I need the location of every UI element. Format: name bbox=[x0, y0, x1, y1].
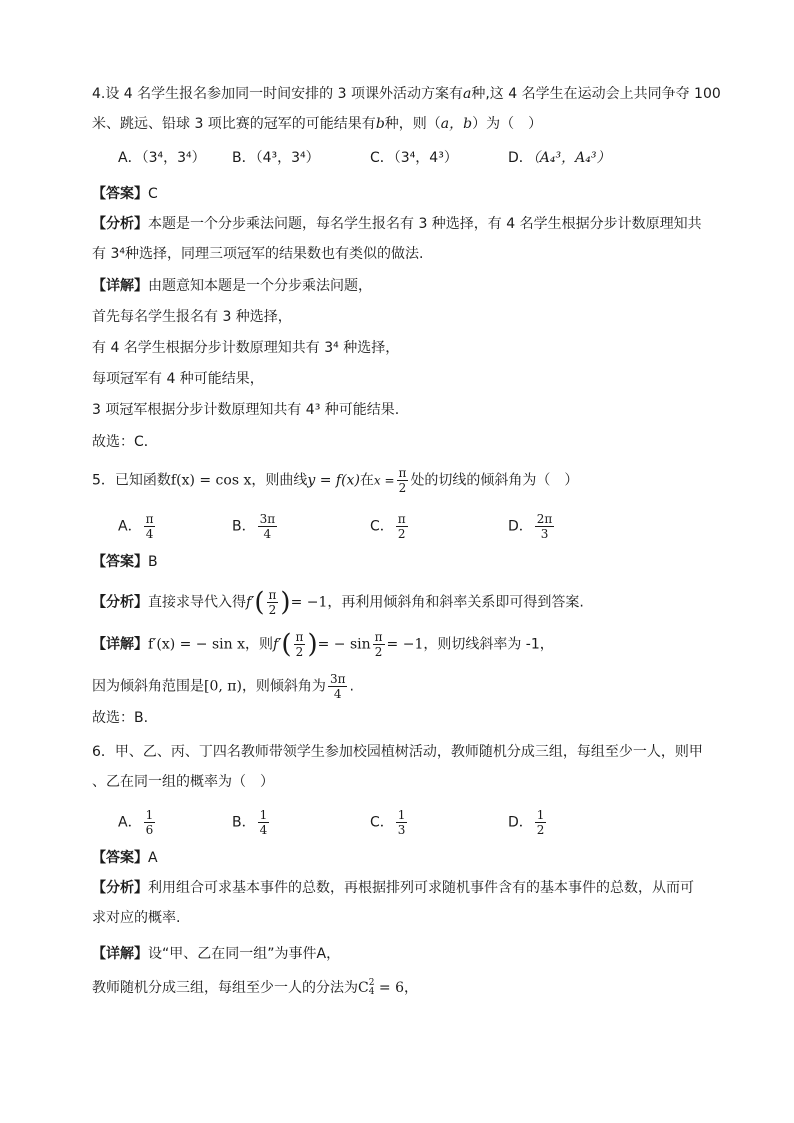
q5-pi-over-2: $\frac{\pi}{2}$ bbox=[398, 466, 407, 495]
q4-stem-line-2 bbox=[92, 114, 714, 134]
q5-option-d: D． $\frac{2\pi}{3}$ bbox=[508, 512, 553, 541]
q4-stem-text-5: ）为（ ） bbox=[472, 116, 543, 132]
q4-stem-text-4: 种，则（ bbox=[384, 116, 441, 132]
q5-answer: 【答案】B bbox=[92, 554, 158, 570]
q4-stem-line-1 bbox=[92, 84, 721, 104]
var-a: a bbox=[462, 86, 472, 102]
q4-option-d: D．（A₄³，A₄³） bbox=[508, 150, 611, 166]
q4-option-a: A．（3⁴，3⁴） bbox=[118, 150, 206, 166]
q5-stem: 5．已知函数f(x) = cos x，则曲线y = f(x)在x = $\frac{\pi}{2}$ 处的切线的倾斜角为（ ） bbox=[92, 466, 579, 495]
detail-tag: 【详解】 bbox=[92, 278, 148, 294]
q6-option-d: D． $\frac{1}{2}$ bbox=[508, 808, 545, 837]
q6-analysis-line-1: 【分析】利用组合可求基本事件的总数，再根据排列可求随机事件含有的基本事件的总数，从而可 bbox=[92, 880, 694, 896]
q5-option-b: B． $\frac{3\pi}{4}$ bbox=[232, 512, 276, 541]
q5-detail: 【详解】f′(x) = − sin x，则f′( $\frac{\pi}{2}$ )= − sin $\frac{\pi}{2}$ = −1，则切线斜率为 -1， bbox=[92, 629, 554, 660]
q5-choose: 故选：B. bbox=[92, 710, 149, 726]
q4-detail-line-2: 首先每名学生报名有 3 种选择， bbox=[92, 309, 292, 325]
q6-analysis-line-2: 求对应的概率. bbox=[92, 910, 181, 926]
q5-option-a: A． $\frac{\pi}{4}$ bbox=[118, 512, 154, 541]
q6-option-c: C． $\frac{1}{3}$ bbox=[370, 808, 406, 837]
q5-range: 因为倾斜角范围是[0, π)，则倾斜角为 $\frac{3\pi}{4}$ . bbox=[92, 672, 354, 701]
combination-expr: C 2 4 = 6， bbox=[358, 978, 418, 997]
q5-curve: y = f(x) bbox=[307, 472, 360, 489]
q4-choose: 故选：C． bbox=[92, 434, 158, 450]
q4-stem-text-3: 米、跳远、铅球 3 项比赛的冠军的可能结果有 bbox=[92, 116, 376, 132]
q4-analysis-line-1: 【分析】本题是一个分步乘法问题，每名学生报名有 3 种选择，有 4 名学生根据分步计数原理知共 bbox=[92, 216, 702, 232]
q4-option-b: B．（4³，3⁴） bbox=[232, 150, 320, 166]
q4-detail-line-3: 有 4 名学生根据分步计数原理知共有 3⁴ 种选择， bbox=[92, 340, 400, 356]
answer-tag: 【答案】 bbox=[92, 186, 148, 202]
q5-option-c: C． $\frac{\pi}{2}$ bbox=[370, 512, 406, 541]
q4-answer bbox=[92, 184, 714, 204]
q6-detail-line-1: 【详解】设“甲、乙在同一组”为事件A， bbox=[92, 946, 341, 962]
q6-stem-line-1: 6．甲、乙、丙、丁四名教师带领学生参加校园植树活动，教师随机分成三组，每组至少一人，则甲 bbox=[92, 744, 703, 760]
q4-detail-line-1: 【详解】由题意知本题是一个分步乘法问题， bbox=[92, 278, 372, 294]
q4-pair: a，b bbox=[440, 116, 473, 132]
q5-analysis: 【分析】直接求导代入得f′( $\frac{\pi}{2}$ )= −1，再利用倾斜角和斜率关系即可得到答案. bbox=[92, 587, 584, 618]
q4-analysis-line-2: 有 3⁴种选择，同理三项冠军的结果数也有类似的做法. bbox=[92, 246, 424, 262]
q5-function: f(x) = cos x bbox=[170, 472, 252, 489]
q6-detail-line-2: 教师随机分成三组，每组至少一人的分法为C 2 4 = 6， bbox=[92, 978, 418, 997]
q4-detail-line-4: 每项冠军有 4 种可能结果， bbox=[92, 371, 264, 387]
q4-option-c: C．（3⁴，4³） bbox=[370, 150, 458, 166]
q6-stem-line-2: 、乙在同一组的概率为（ ） bbox=[92, 774, 274, 790]
q6-option-b: B． $\frac{1}{4}$ bbox=[232, 808, 268, 837]
analysis-tag: 【分析】 bbox=[92, 216, 148, 232]
answer-value: C bbox=[148, 186, 158, 202]
q4-stem-text: 4.设 4 名学生报名参加同一时间安排的 3 项课外活动方案有 bbox=[92, 86, 463, 102]
q6-answer: 【答案】A bbox=[92, 850, 158, 866]
q6-option-a: A． $\frac{1}{6}$ bbox=[118, 808, 154, 837]
q4-stem-text-2: 种,这 4 名学生在运动会上共同争夺 100 bbox=[471, 86, 721, 102]
var-b: b bbox=[375, 116, 385, 132]
q4-detail-line-5: 3 项冠军根据分步计数原理知共有 4³ 种可能结果. bbox=[92, 402, 400, 418]
